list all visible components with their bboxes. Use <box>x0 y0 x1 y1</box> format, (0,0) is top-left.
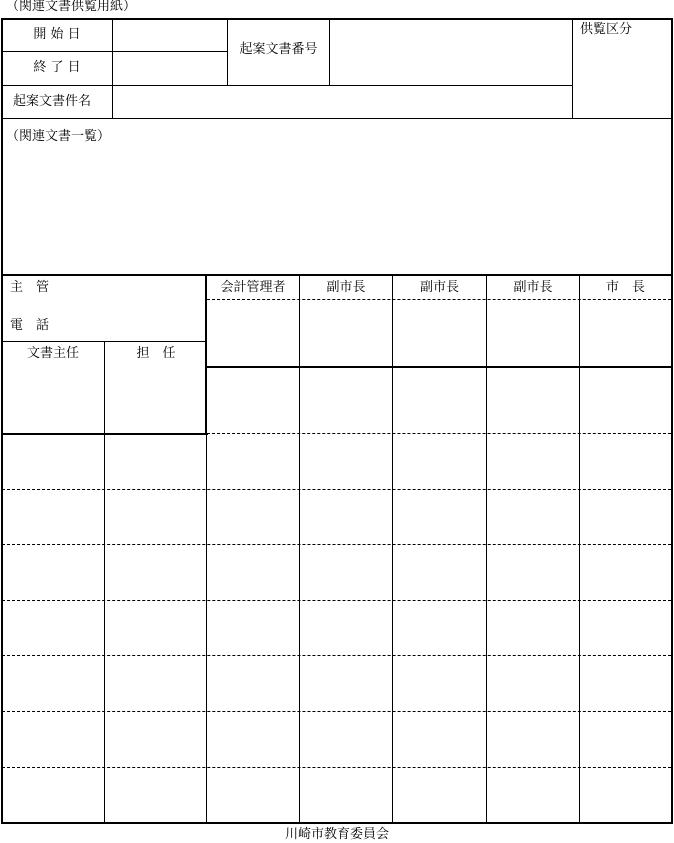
draft-number-field[interactable] <box>334 43 568 59</box>
divider-start-end <box>2 51 227 52</box>
left-block-right-lower <box>206 434 207 824</box>
divider-label-col <box>112 19 113 119</box>
vice-mayor-3-stamp[interactable] <box>487 301 579 365</box>
vice-mayor-1-header: 副市長 <box>326 280 366 295</box>
divider-circulation <box>572 19 573 119</box>
grid-dash-2 <box>2 489 671 490</box>
grid-dash-4 <box>2 600 671 601</box>
phone-label: 電 話 <box>10 318 50 333</box>
draft-title-label: 起案文書件名 <box>13 94 92 109</box>
related-documents-area[interactable] <box>6 150 666 270</box>
circulation-type-label: 供覧区分 <box>580 22 633 37</box>
document-chief-label: 文書主任 <box>26 346 79 361</box>
start-date-field[interactable] <box>116 28 224 44</box>
vice-mayor-2-stamp[interactable] <box>393 301 486 365</box>
draft-title-field[interactable] <box>116 95 568 111</box>
divider-number-label <box>329 19 330 85</box>
mayor-header: 市 長 <box>605 280 645 295</box>
divider-end-title <box>2 85 572 86</box>
grid-dash-5 <box>2 655 671 656</box>
grid-dash-1 <box>207 433 671 434</box>
vice-mayor-3-header: 副市長 <box>513 280 553 295</box>
grid-dash-3 <box>2 544 671 545</box>
vice-mayor-2-header: 副市長 <box>419 280 459 295</box>
start-date-label: 開 始 日 <box>33 27 81 42</box>
related-documents-label: （関連文書一覧） <box>6 129 111 144</box>
draft-number-label: 起案文書番号 <box>239 42 318 57</box>
manager-label: 主 管 <box>10 280 50 295</box>
stamp-row-bottom <box>206 366 673 368</box>
accounting-manager-stamp[interactable] <box>207 301 299 365</box>
end-date-field[interactable] <box>116 61 224 77</box>
end-date-label: 終 了 日 <box>33 60 81 75</box>
right-border <box>671 18 673 824</box>
grid-dash-7 <box>2 767 671 768</box>
header-dash-line <box>207 299 671 300</box>
in-charge-label: 担 任 <box>136 346 176 361</box>
bottom-border <box>1 822 673 824</box>
divider-list-approval <box>1 274 673 276</box>
left-border <box>1 18 3 824</box>
footer-organization: 川崎市教育委員会 <box>284 827 389 842</box>
divider-chief-charge <box>104 341 105 824</box>
left-block-bottom <box>1 433 208 435</box>
circulation-type-field[interactable] <box>578 45 668 105</box>
accounting-manager-header: 会計管理者 <box>220 280 286 295</box>
vice-mayor-1-stamp[interactable] <box>300 301 392 365</box>
form-title-note: （関連文書供覧用紙） <box>6 0 137 14</box>
mayor-stamp[interactable] <box>580 301 671 365</box>
grid-dash-6 <box>2 711 671 712</box>
